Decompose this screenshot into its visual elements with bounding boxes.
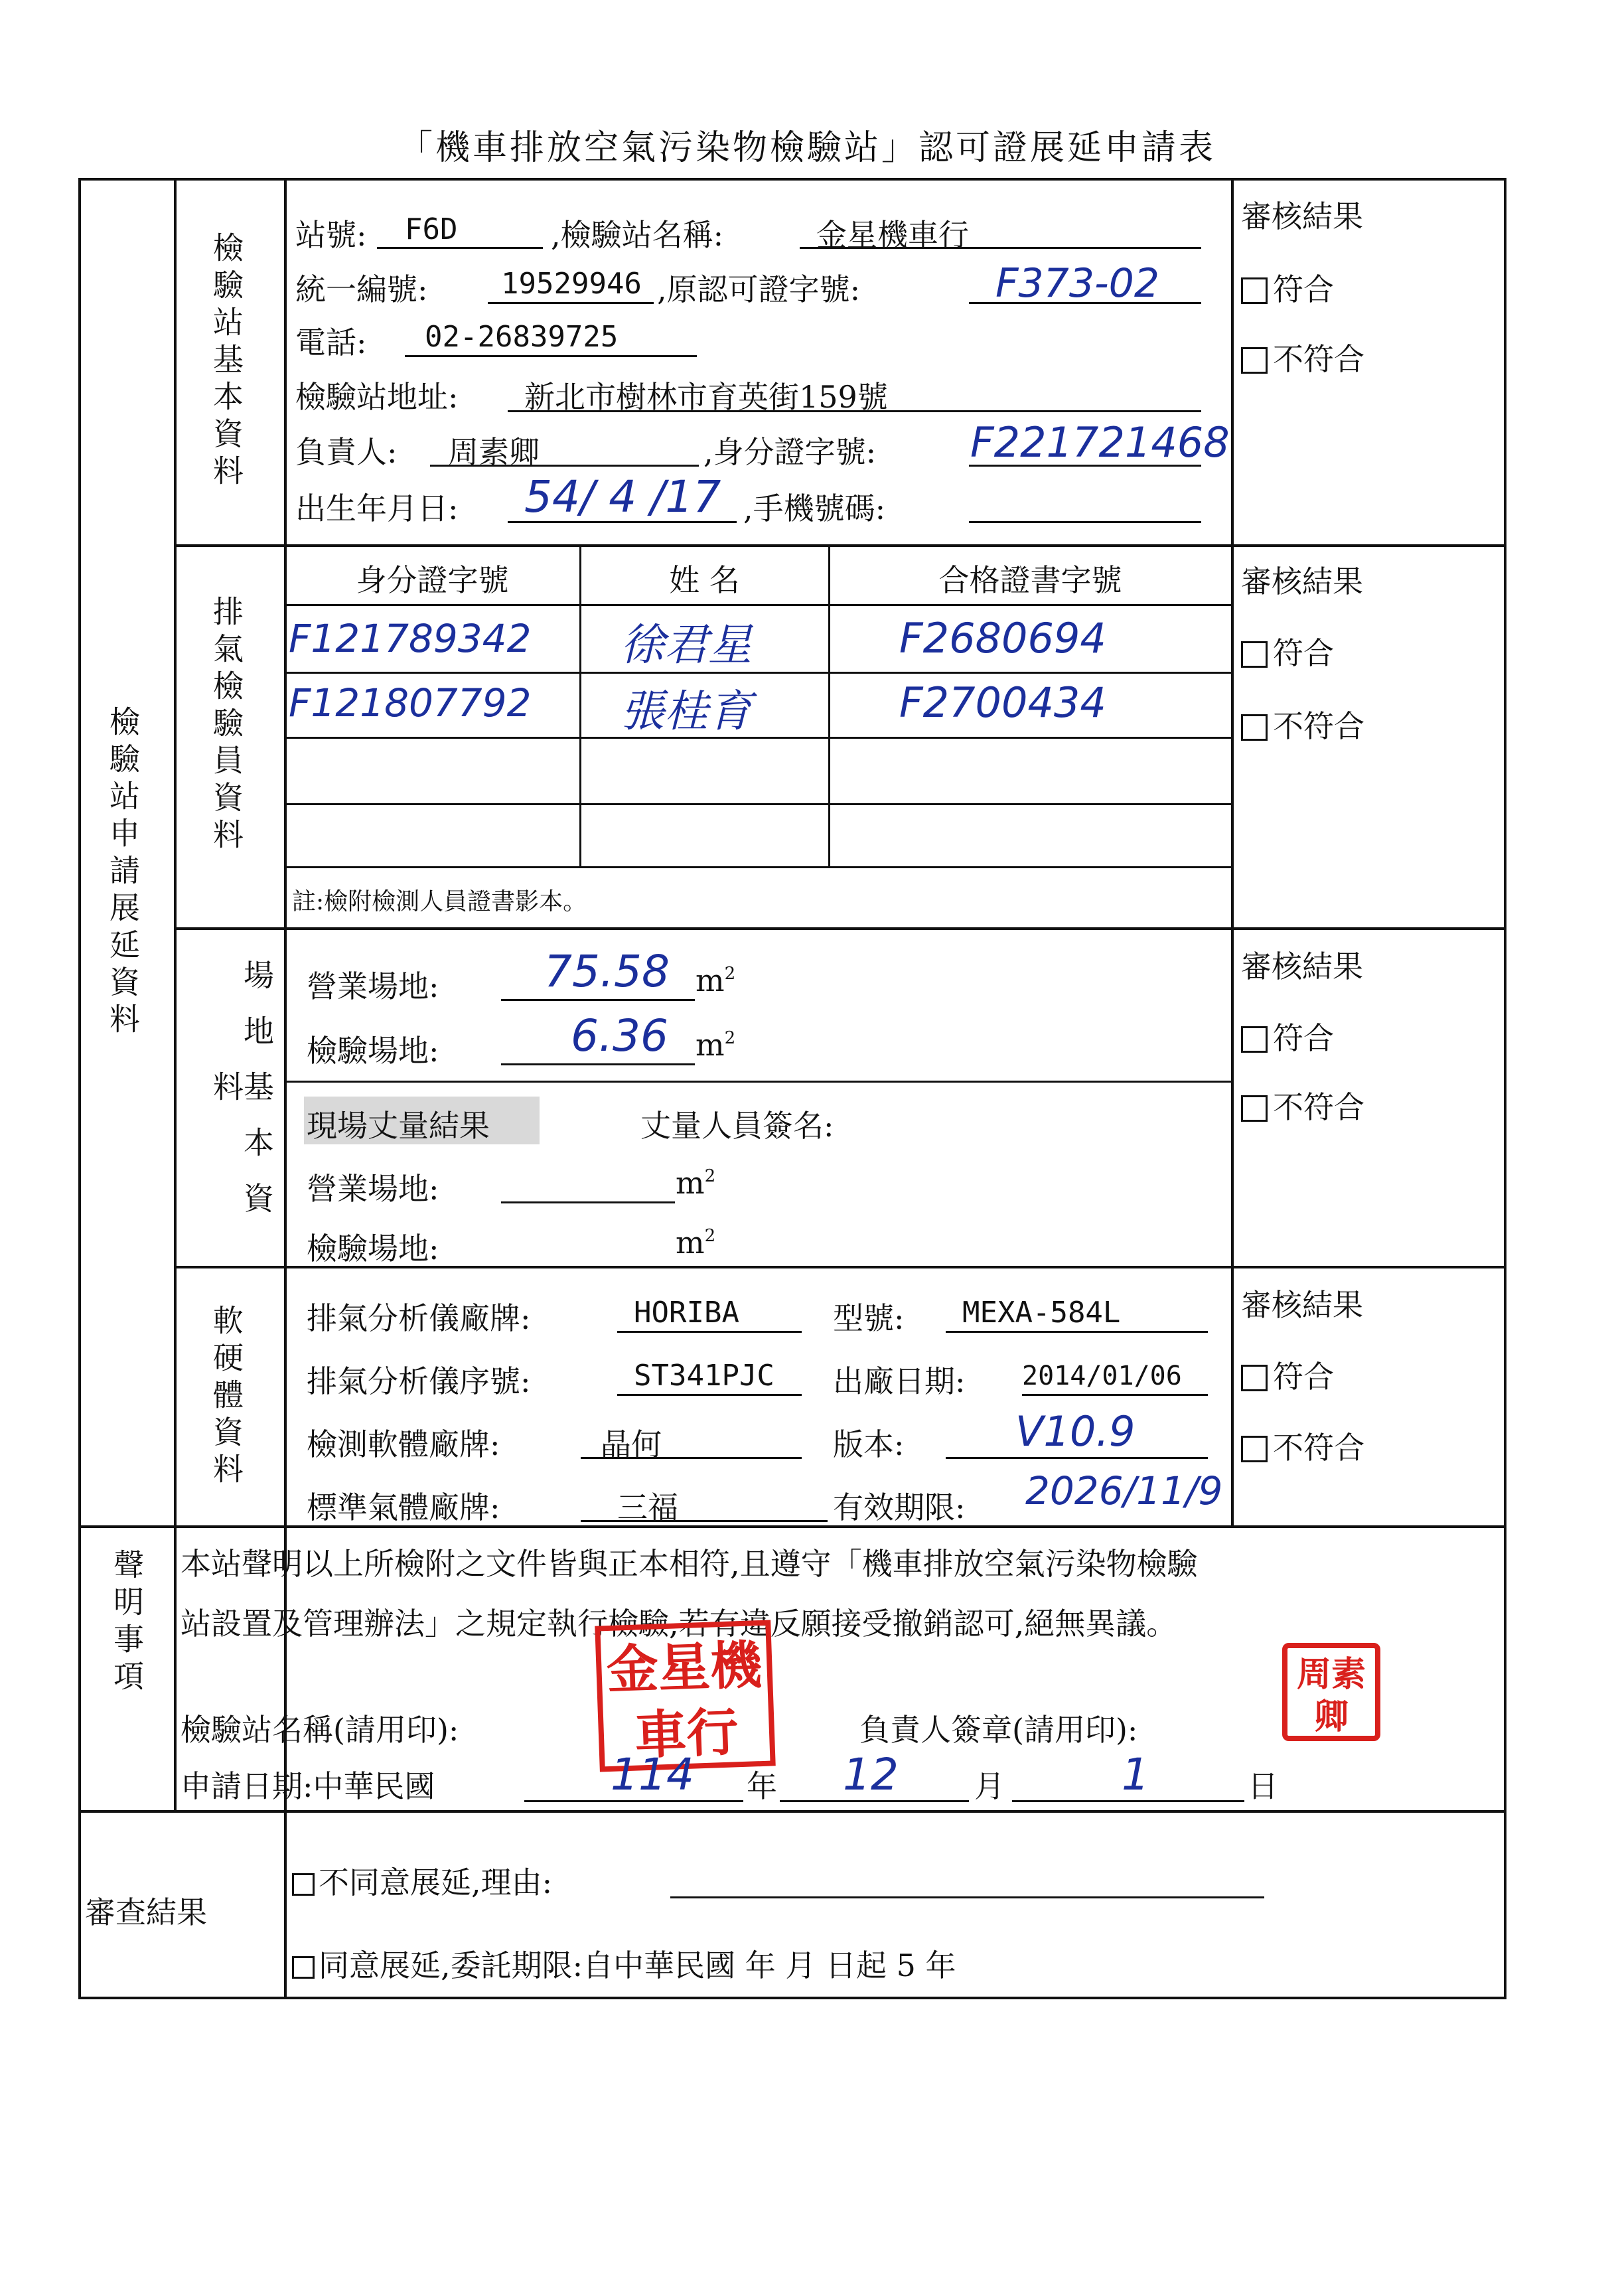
fail-label: 不符合 <box>1273 708 1364 744</box>
reject-checkbox[interactable] <box>292 1859 552 1902</box>
gas-label: 標準氣體廠牌: <box>307 1490 500 1525</box>
inspection-area-unit <box>696 1027 735 1063</box>
owner-value: 周素卿 <box>448 434 540 470</box>
measurer-label: 丈量人員簽名: <box>640 1108 834 1144</box>
col-divider <box>284 1810 287 1999</box>
reject-reason-field[interactable] <box>670 1896 1264 1898</box>
table-line <box>284 866 1231 868</box>
mfg-date-value: 2014/01/06 <box>1022 1361 1182 1391</box>
declaration-line-1: 本站聲明以上所檢附之文件皆與正本相符,且遵守「機車排放空氣污染物檢驗 <box>181 1546 1198 1582</box>
review-label-1: 審核結果 <box>1241 198 1363 234</box>
tax-id-field[interactable] <box>488 302 654 304</box>
inspector-section-label: 排氣檢驗員資料 <box>208 595 244 856</box>
declaration-section-label: 聲明事項 <box>109 1549 145 1697</box>
unit-text: m <box>676 1165 705 1201</box>
table-line <box>284 672 1231 674</box>
checkbox-square <box>292 1873 315 1896</box>
id-handwritten: F221721468 <box>970 418 1230 467</box>
form-title: 「機車排放空氣污染物檢驗站」認可證展延申請表 <box>398 128 1216 168</box>
mobile-field[interactable] <box>969 521 1201 523</box>
orig-cert-label: ,原認可證字號: <box>657 271 861 307</box>
basic-section-label: 檢驗站基本資料 <box>208 232 244 492</box>
apply-date-label: 申請日期:中華民國 <box>181 1768 435 1804</box>
inspection-area-handwritten: 6.36 <box>571 1010 668 1061</box>
pass-checkbox-2[interactable] <box>1241 629 1334 673</box>
site-section-label: 場地基本資料 <box>208 959 275 1238</box>
version-label: 版本: <box>833 1426 905 1462</box>
table-line <box>284 737 1231 739</box>
unit-sup: 2 <box>724 1028 736 1048</box>
pass-label: 符合 <box>1273 1020 1334 1056</box>
owner-label: 負責人: <box>295 434 398 470</box>
approve-label: 同意展延,委託期限:自中華民國 年 月 日起 5 年 <box>319 1948 956 1983</box>
checkbox-square <box>1241 347 1268 374</box>
year-unit: 年 <box>747 1768 777 1804</box>
address-label: 檢驗站地址: <box>295 379 459 415</box>
unit-sup: 2 <box>704 1166 716 1186</box>
row-divider <box>174 927 1506 930</box>
inspector-2-cert: F2700434 <box>899 678 1106 727</box>
day-unit: 日 <box>1248 1768 1278 1804</box>
measured-business-unit <box>676 1165 715 1201</box>
owner-seal-label: 負責人簽章(請用印): <box>859 1712 1138 1748</box>
phone-value: 02-26839725 <box>425 320 619 354</box>
station-no-field[interactable] <box>377 247 543 249</box>
day-handwritten: 1 <box>1122 1749 1149 1800</box>
reject-label: 不同意展延,理由: <box>319 1865 553 1900</box>
checkbox-square <box>1241 714 1268 741</box>
analyzer-brand-field[interactable] <box>617 1331 802 1333</box>
unit-text: m <box>696 1027 725 1063</box>
inspector-1-name: 徐君星 <box>621 619 752 670</box>
analyzer-brand-value: HORIBA <box>634 1296 739 1330</box>
software-value: 晶何 <box>601 1426 662 1462</box>
site-divider <box>284 1081 1231 1083</box>
checkbox-square <box>292 1956 315 1979</box>
model-label: 型號: <box>833 1300 905 1336</box>
version-handwritten: V10.9 <box>1015 1407 1136 1456</box>
tax-id-label: 統一編號: <box>295 271 428 307</box>
id-label: ,身分證字號: <box>703 434 877 470</box>
inspector-2-id: F121807792 <box>289 680 532 726</box>
table-line <box>284 604 1231 606</box>
version-field[interactable] <box>946 1457 1208 1459</box>
analyzer-brand-label: 排氣分析儀廠牌: <box>307 1300 531 1336</box>
declaration-line-2: 站設置及管理辦法」之規定執行檢驗,若有違反願接受撤銷認可,絕無異議。 <box>181 1606 1177 1642</box>
pass-checkbox-3[interactable] <box>1241 1014 1334 1058</box>
unit-sup: 2 <box>724 964 736 984</box>
owner-stamp: 周素卿 <box>1282 1643 1380 1741</box>
birth-handwritten: 54/ 4 /17 <box>524 471 721 522</box>
pass-checkbox-1[interactable] <box>1241 266 1334 309</box>
row-divider <box>174 544 1506 547</box>
address-value: 新北市樹林市育英街159號 <box>524 379 888 415</box>
station-no-value: F6D <box>405 212 458 246</box>
station-stamp: 金星機車行 <box>595 1620 776 1772</box>
checkbox-square <box>1241 277 1268 304</box>
table-line <box>284 803 1231 805</box>
unit-text: m <box>676 1225 705 1261</box>
inspector-1-id: F121789342 <box>289 616 532 661</box>
row-divider <box>78 1525 1506 1528</box>
inspector-2-name: 張桂育 <box>621 686 752 737</box>
software-label: 檢測軟體廠牌: <box>307 1426 500 1462</box>
year-handwritten: 114 <box>611 1749 694 1800</box>
expiry-label: 有效期限: <box>833 1490 966 1525</box>
measured-inspection-label: 檢驗場地: <box>307 1231 439 1266</box>
pass-label: 符合 <box>1273 635 1334 671</box>
fail-checkbox-2[interactable] <box>1241 702 1364 746</box>
mfg-date-label: 出廠日期: <box>833 1363 966 1399</box>
mfg-date-field[interactable] <box>1022 1394 1208 1396</box>
station-name-value: 金星機車行 <box>816 217 969 253</box>
checkbox-square <box>1241 1365 1268 1391</box>
year-field[interactable] <box>524 1800 743 1802</box>
col-divider <box>174 178 177 1525</box>
phone-field[interactable] <box>405 355 697 357</box>
expiry-handwritten: 2026/11/9 <box>1025 1468 1223 1513</box>
station-name-label: ,檢驗站名稱: <box>551 217 724 253</box>
checkbox-square <box>1241 641 1268 668</box>
review-label-4: 審核結果 <box>1241 1287 1363 1323</box>
birth-label: 出生年月日: <box>295 491 459 526</box>
col-cert-header: 合格證書字號 <box>938 562 1122 598</box>
model-value: MEXA-584L <box>962 1296 1121 1330</box>
fail-checkbox-1[interactable] <box>1241 335 1364 379</box>
checkbox-square <box>1241 1436 1268 1462</box>
station-seal-label: 檢驗站名稱(請用印): <box>181 1712 459 1748</box>
month-unit: 月 <box>974 1768 1005 1804</box>
review-label-3: 審核結果 <box>1241 949 1363 984</box>
mobile-label: ,手機號碼: <box>743 491 886 526</box>
serial-label: 排氣分析儀序號: <box>307 1363 531 1399</box>
phone-label: 電話: <box>295 325 367 360</box>
serial-value: ST341PJC <box>634 1359 774 1393</box>
row-divider <box>78 1810 1506 1813</box>
business-area-label: 營業場地: <box>307 968 439 1004</box>
station-no-label: 站號: <box>295 217 367 253</box>
pass-label: 符合 <box>1273 1359 1334 1395</box>
col-id-header: 身分證字號 <box>356 562 509 598</box>
month-handwritten: 12 <box>843 1749 899 1800</box>
model-field[interactable] <box>946 1331 1208 1333</box>
inspector-note: 註:檢附檢測人員證書影本。 <box>292 888 587 915</box>
equipment-section-label: 軟硬體資料 <box>208 1304 244 1490</box>
month-field[interactable] <box>780 1800 969 1802</box>
serial-field[interactable] <box>617 1394 802 1396</box>
col-divider <box>1231 178 1234 1525</box>
inspection-area-field[interactable] <box>501 1063 695 1065</box>
approve-checkbox[interactable] <box>292 1942 956 1985</box>
left-group-label: 檢驗站申請展延資料 <box>105 706 141 1040</box>
measure-title: 現場丈量結果 <box>307 1108 490 1144</box>
fail-checkbox-3[interactable] <box>1241 1083 1364 1127</box>
inspector-1-cert: F2680694 <box>899 614 1106 662</box>
checkbox-square <box>1241 1026 1268 1053</box>
gas-value: 三福 <box>617 1490 678 1525</box>
pass-checkbox-4[interactable] <box>1241 1353 1334 1397</box>
fail-label: 不符合 <box>1273 1430 1364 1466</box>
checkbox-square <box>1241 1095 1268 1122</box>
day-field[interactable] <box>1012 1800 1244 1802</box>
unit-text: m <box>696 962 725 998</box>
measured-business-label: 營業場地: <box>307 1171 439 1207</box>
pass-label: 符合 <box>1273 271 1334 307</box>
business-area-field[interactable] <box>501 999 695 1001</box>
business-area-unit <box>696 962 735 998</box>
tax-id-value: 19529946 <box>501 267 642 301</box>
col-name-header: 姓 名 <box>669 562 740 598</box>
measured-inspection-unit <box>676 1225 715 1261</box>
result-section-label: 審查結果 <box>85 1894 207 1930</box>
inspection-area-label: 檢驗場地: <box>307 1033 439 1069</box>
fail-label: 不符合 <box>1273 341 1364 377</box>
fail-checkbox-4[interactable] <box>1241 1424 1364 1468</box>
unit-sup: 2 <box>704 1226 716 1246</box>
col-divider <box>174 1525 177 1810</box>
review-label-2: 審核結果 <box>1241 564 1363 599</box>
measured-business-field[interactable] <box>501 1201 675 1203</box>
business-area-handwritten: 75.58 <box>544 946 670 997</box>
fail-label: 不符合 <box>1273 1089 1364 1125</box>
orig-cert-handwritten: F373-02 <box>995 260 1160 307</box>
